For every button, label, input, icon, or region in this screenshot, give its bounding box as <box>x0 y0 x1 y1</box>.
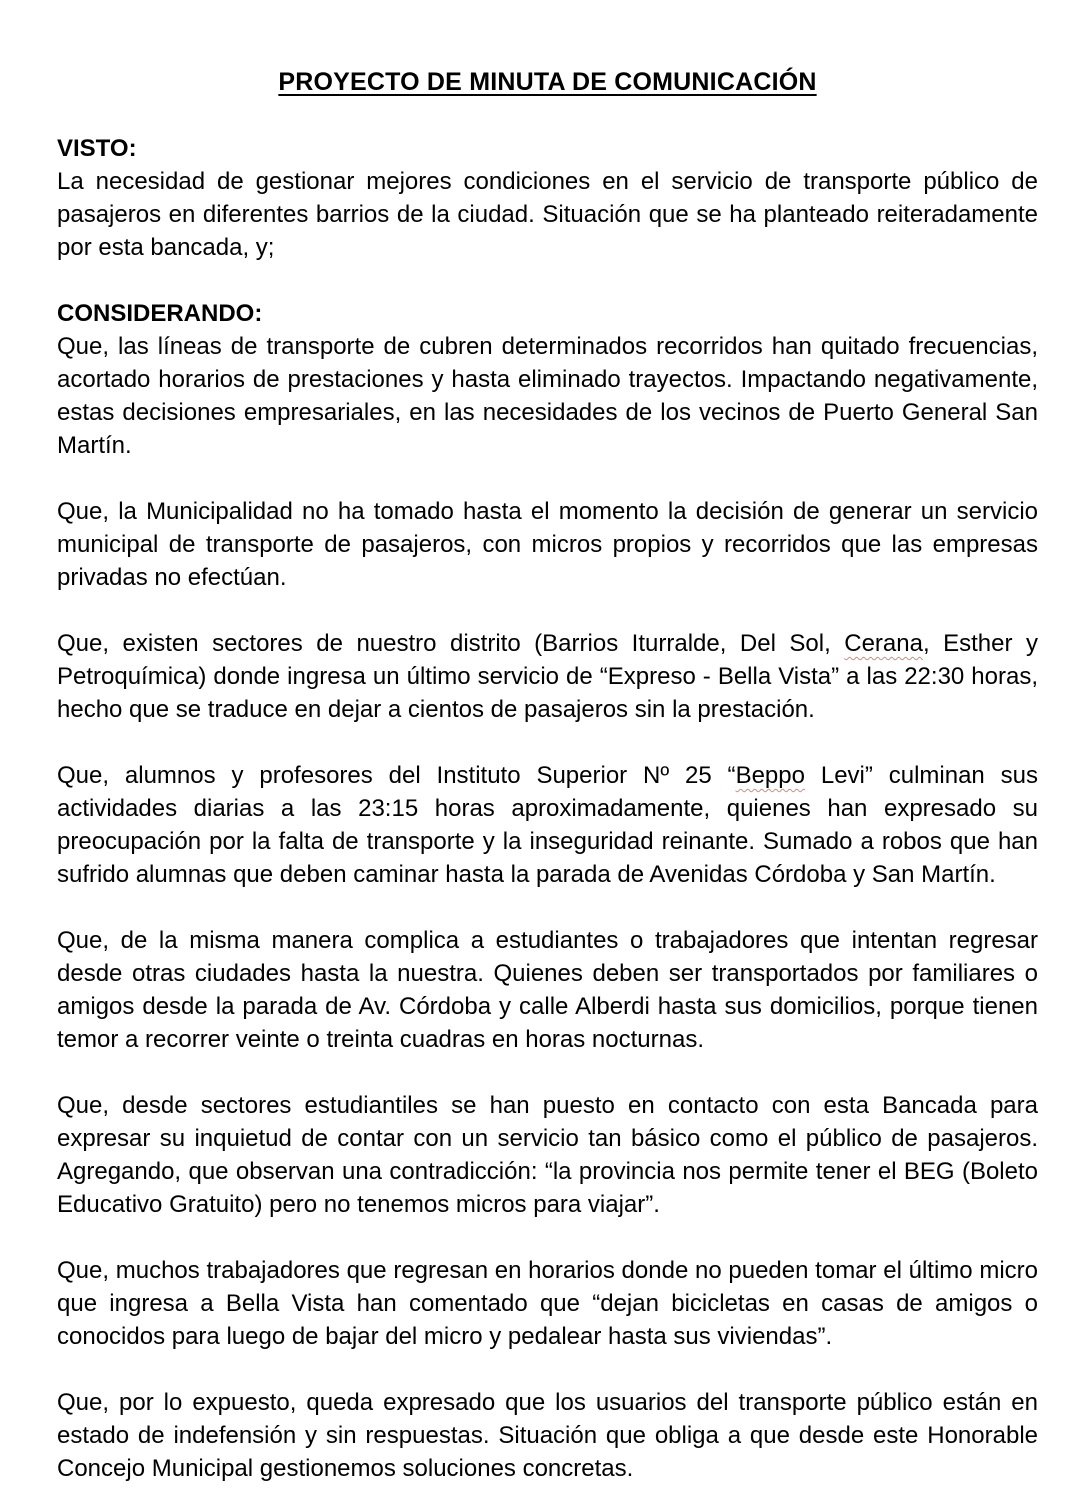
considerando-paragraph-7: Que, muchos trabajadores que regresan en horarios donde no pueden tomar el último micro que ingresa a Bella Vista han comentado que “dejan bicicletas en casas de amigos o conocidos para luego de bajar del micro y pedalear hasta sus viviendas”. <box>57 1257 1038 1350</box>
spellcheck-word: Beppo <box>735 762 805 789</box>
considerando-paragraph-6: Que, desde sectores estudiantiles se han puesto en contacto con esta Bancada para expresar su inquietud de contar con un servicio tan básico como el público de pasajeros. Agregando, que observan una contradicción: “la provincia nos permite tener el BEG (Boleto Educativo Gratuito) pero no tenemos micros para viajar”. <box>57 1092 1038 1218</box>
considerando-paragraph-3 <box>57 627 1038 726</box>
considerando-heading: CONSIDERANDO: <box>57 300 263 327</box>
visto-paragraph: La necesidad de gestionar mejores condiciones en el servicio de transporte público de pasajeros en diferentes barrios de la ciudad. Situación que se ha planteado reiteradamente por esta bancada, y; <box>57 168 1038 261</box>
visto-heading: VISTO: <box>57 135 137 162</box>
considerando-paragraph-2: Que, la Municipalidad no ha tomado hasta el momento la decisión de generar un servicio municipal de transporte de pasajeros, con micros propios y recorridos que las empresas privadas no efectúan. <box>57 498 1038 591</box>
considerando-paragraph-1: Que, las líneas de transporte de cubren determinados recorridos han quitado frecuencias, acortado horarios de prestaciones y hasta eliminado trayectos. Impactando negativamente, estas decisiones empresariales, en las necesidades de los vecinos de Puerto General San Martín. <box>57 333 1038 459</box>
document-title: PROYECTO DE MINUTA DE COMUNICACIÓN <box>278 68 817 96</box>
paragraph-text: Que, existen sectores de nuestro distrito (Barrios Iturralde, Del Sol, <box>57 630 845 657</box>
considerando-paragraph-5: Que, de la misma manera complica a estudiantes o trabajadores que intentan regresar desde otras ciudades hasta la nuestra. Quienes deben ser transportados por familiares o amigos desde la parada de Av. Córdoba y calle Alberdi hasta sus domicilios, porque tienen temor a recorrer veinte o treinta cuadras en horas nocturnas. <box>57 927 1038 1053</box>
paragraph-text: , Esther y Petroquímica) donde ingresa un último servicio de “Expreso - Bella Vista” a las 22:30 horas, hecho que se traduce en dejar a cientos de pasajeros sin la prestación. <box>57 630 1038 723</box>
paragraph-text: Que, alumnos y profesores del Instituto Superior Nº 25 “ <box>57 762 736 789</box>
spellcheck-word: Cerana <box>844 630 923 657</box>
considerando-paragraph-4 <box>57 759 1038 891</box>
considerando-paragraph-8: Que, por lo expuesto, queda expresado que los usuarios del transporte público están en estado de indefensión y sin respuestas. Situación que obliga a que desde este Honorable Concejo Municipal gestionemos soluciones concretas. <box>57 1389 1038 1482</box>
paragraph-text: Levi” culminan sus actividades diarias a las 23:15 horas aproximadamente, quienes han expresado su preocupación por la falta de transporte y la inseguridad reinante. Sumado a robos que han sufrido alumnas que deben caminar hasta la parada de Avenidas Córdoba y San Martín. <box>57 762 1038 888</box>
